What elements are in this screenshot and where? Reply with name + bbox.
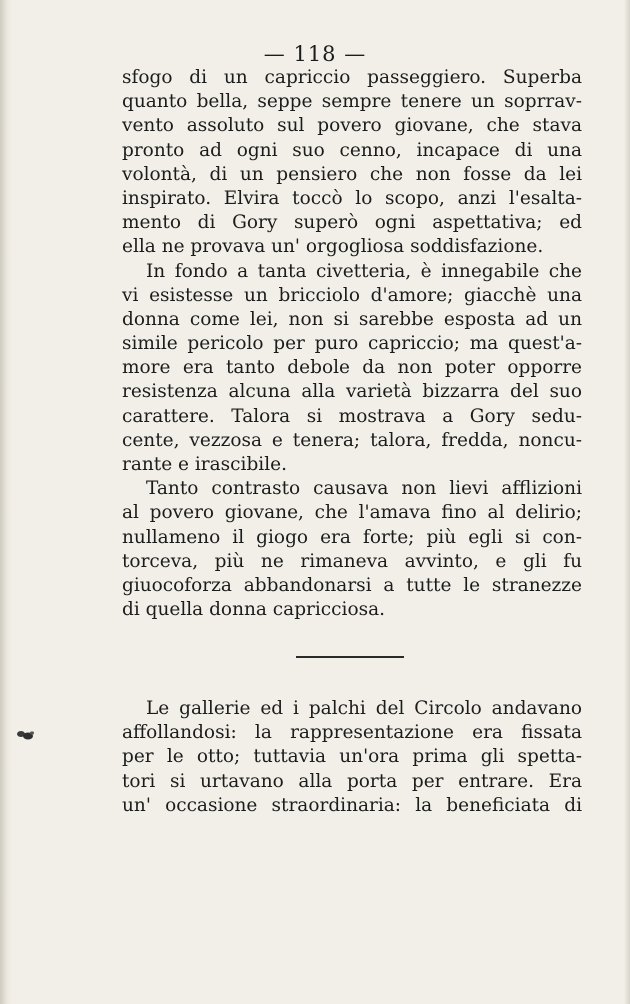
text-line: per le otto; tuttavia un'ora prima gli spetta- bbox=[122, 746, 582, 768]
text-line: pronto ad ogni suo cenno, incapace di una bbox=[122, 139, 582, 161]
text-line: quanto bella, seppe sempre tenere un soprrav- bbox=[122, 91, 582, 113]
text-line: mento di Gory superò ogni aspettativa; ed bbox=[122, 212, 582, 234]
text-line: torceva, più ne rimaneva avvinto, e gli fu bbox=[122, 550, 582, 572]
text-line: cente, vezzosa e tenera; talora, fredda, noncu- bbox=[122, 429, 582, 451]
text-line: In fondo a tanta civetteria, è innegabile che bbox=[146, 260, 582, 282]
ink-blot bbox=[14, 728, 36, 742]
text-block-main bbox=[122, 66, 582, 622]
text-line: al povero giovane, che l'amava fino al delirio; bbox=[122, 502, 582, 524]
text-line: nullameno il giogo era forte; più egli si con- bbox=[122, 526, 582, 548]
text-line: di quella donna capricciosa. bbox=[122, 599, 385, 621]
section-divider bbox=[296, 656, 404, 658]
text-line: tori si urtavano alla porta per entrare. Era bbox=[122, 770, 582, 792]
text-line: Le gallerie ed i palchi del Circolo andavano bbox=[146, 698, 582, 719]
text-line: carattere. Talora si mostrava a Gory sedu- bbox=[122, 405, 582, 427]
text-line: simile pericolo per puro capriccio; ma quest'a- bbox=[122, 333, 582, 355]
text-line: sfogo di un capriccio passeggiero. Superba bbox=[122, 67, 582, 88]
text-line: more era tanto debole da non poter opporre bbox=[122, 357, 582, 379]
page-left-edge bbox=[0, 0, 12, 1004]
page-right-edge bbox=[624, 0, 630, 1004]
text-line: volontà, di un pensiero che non fosse da lei bbox=[122, 163, 582, 185]
text-block-second bbox=[122, 697, 582, 818]
text-line: Tanto contrasto causava non lievi afflizioni bbox=[146, 478, 582, 500]
text-line: inspirato. Elvira toccò lo scopo, anzi l'esalta- bbox=[122, 187, 582, 209]
text-line: donna come lei, non si sarebbe esposta ad un bbox=[122, 308, 582, 330]
text-line: rante e irascibile. bbox=[122, 454, 287, 475]
text-line: giuocoforza abbandonarsi a tutte le stranezze bbox=[122, 574, 582, 596]
page-number: — 118 — bbox=[263, 42, 367, 66]
text-line: resistenza alcuna alla varietà bizzarra del suo bbox=[122, 381, 582, 403]
text-line: un' occasione straordinaria: la beneficiata di bbox=[122, 794, 582, 816]
text-line: vento assoluto sul povero giovane, che stava bbox=[122, 115, 582, 137]
text-line: affollandosi: la rappresentazione era fissata bbox=[122, 722, 582, 744]
text-line: vi esistesse un bricciolo d'amore; giacchè una bbox=[122, 284, 582, 306]
text-line: ella ne provava un' orgogliosa soddisfazione. bbox=[122, 236, 544, 258]
